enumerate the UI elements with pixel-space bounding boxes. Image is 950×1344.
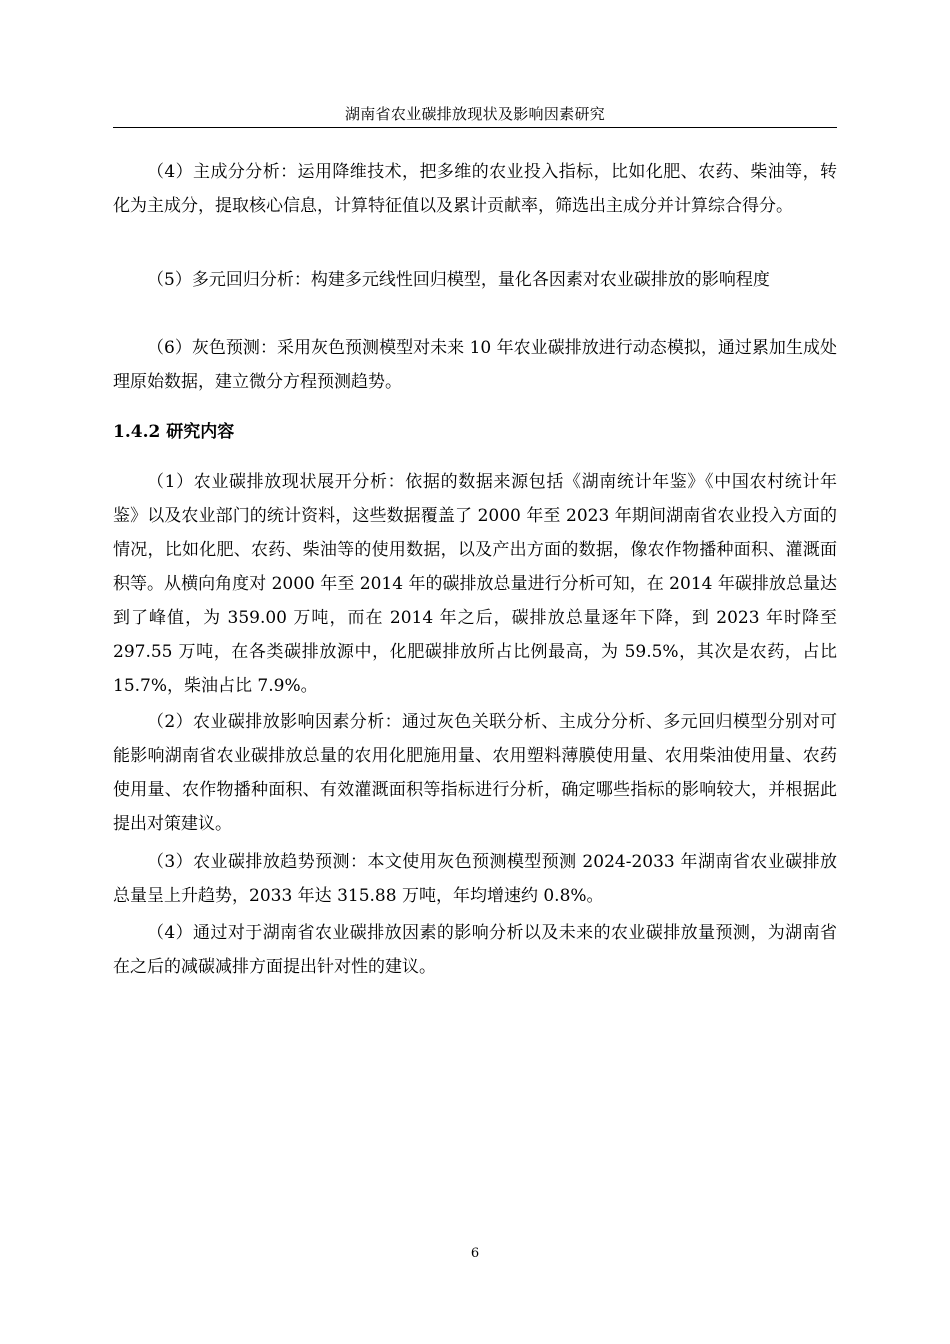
running-header: 湖南省农业碳排放现状及影响因素研究 (344, 105, 606, 123)
method-paragraph-regression: （5）多元回归分析：构建多元线性回归模型，量化各因素对农业碳排放的影响程度 (147, 270, 770, 290)
page-number: 6 (470, 1246, 480, 1261)
content-paragraph-factors: （2）农业碳排放影响因素分析：通过灰色关联分析、主成分分析、多元回归模型分别对可能影响湖南省农业碳排放总量的农用化肥施用量、农用塑料薄膜使用量、农用柴油使用量、农药使用量、农作物播种面积、有效灌溉面积等指标进行分析，确定哪些指标的影响较大，并根据此提出对策建议。 (113, 712, 837, 834)
header-divider (113, 127, 837, 128)
section-heading: 1.4.2 研究内容 (113, 422, 235, 442)
method-paragraph-grey-forecast: （6）灰色预测：采用灰色预测模型对未来 10 年农业碳排放进行动态模拟，通过累加生成处理原始数据，建立微分方程预测趋势。 (113, 338, 837, 392)
content-paragraph-status: （1）农业碳排放现状展开分析：依据的数据来源包括《湖南统计年鉴》《中国农村统计年鉴》以及农业部门的统计资料，这些数据覆盖了 2000 年至 2023 年期间湖南省农业投入方面的情况，比如化肥、农药、柴油等的使用数据，以及产出方面的数据，像农作物播种面积、灌溉面积等。从横向角度对 2000 年至 2014 年的碳排放总量进行分析可知，在 2014 年碳排放总量达到了峰值，为 359.00 万吨，而在 2014 年之后，碳排放总量逐年下降，到 2023 年时降至 297.55 万吨，在各类碳排放源中，化肥碳排放所占比例最高，为 59.5%，其次是农药，占比 15.7%，柴油占比 7.9%。 (113, 472, 837, 696)
content-paragraph-suggestions: （4）通过对于湖南省农业碳排放因素的影响分析以及未来的农业碳排放量预测，为湖南省在之后的减碳减排方面提出针对性的建议。 (113, 923, 837, 977)
method-paragraph-pca: （4）主成分分析：运用降维技术，把多维的农业投入指标，比如化肥、农药、柴油等，转化为主成分，提取核心信息，计算特征值以及累计贡献率，筛选出主成分并计算综合得分。 (113, 162, 837, 216)
content-paragraph-trend: （3）农业碳排放趋势预测：本文使用灰色预测模型预测 2024-2033 年湖南省农业碳排放总量呈上升趋势，2033 年达 315.88 万吨，年均增速约 0.8%。 (113, 852, 837, 906)
